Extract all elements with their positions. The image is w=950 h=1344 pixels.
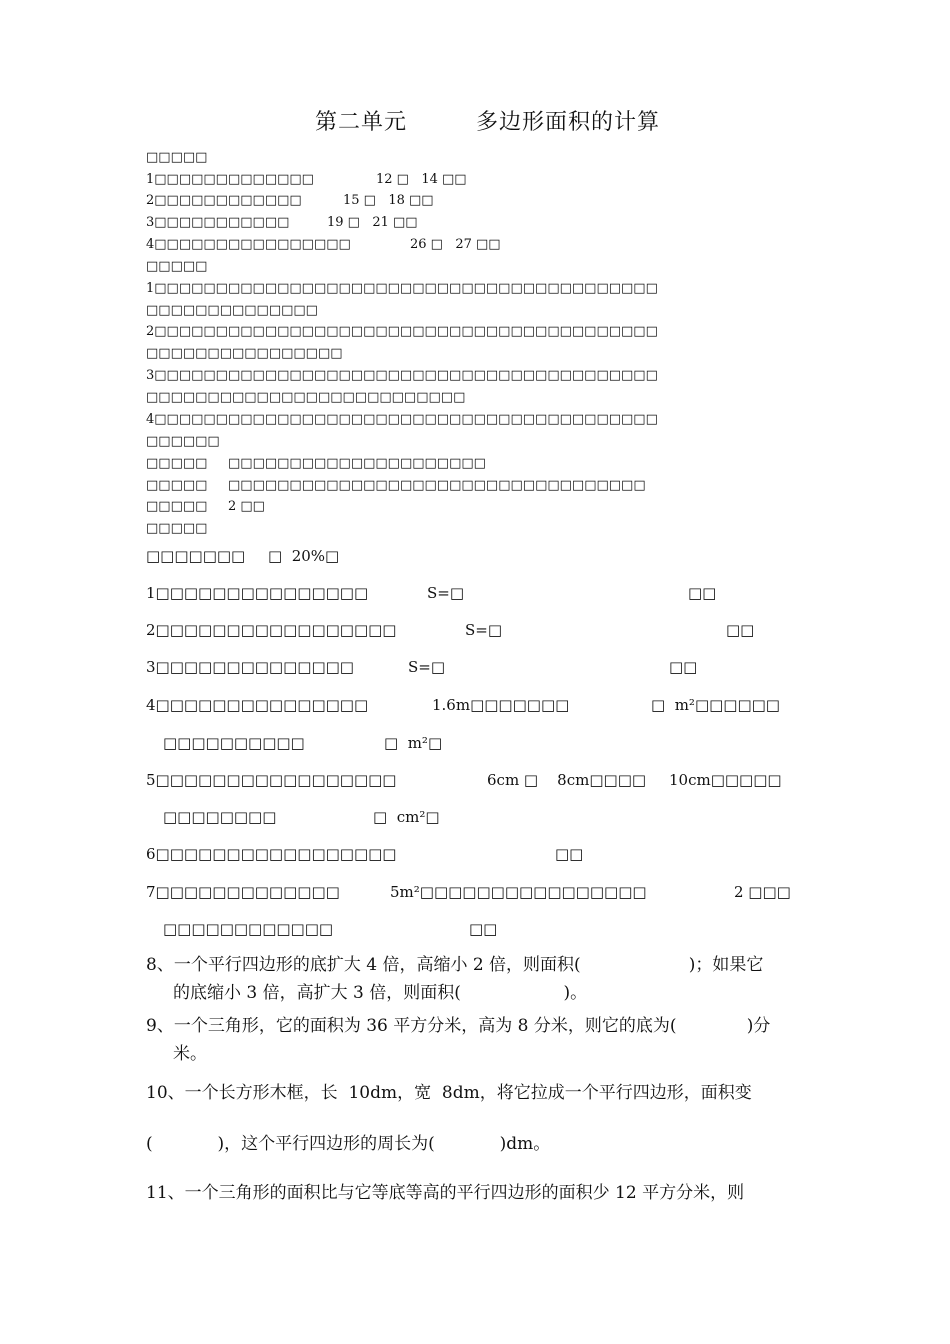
question-5-dims: 6cm □ 8cm□□□□ bbox=[487, 771, 647, 789]
question-4-mid: 1.6m□□□□□□□ bbox=[432, 696, 570, 714]
unit-row-text: 2□□□□□□□□□□□□ bbox=[146, 193, 302, 208]
question-3-formula: S=□ bbox=[408, 658, 446, 676]
question-4-text: 4□□□□□□□□□□□□□□□ bbox=[146, 696, 369, 714]
intro-header-3: □□□□□ bbox=[146, 521, 208, 536]
question-7-end2: □□ bbox=[469, 920, 498, 938]
question-1-formula: S=□ bbox=[427, 584, 465, 602]
goal-line: □□□□□□□□□□□□□□□□ bbox=[146, 346, 343, 361]
question-10-line1: 10、一个长方形木框，长 10dm，宽 8dm，将它拉成一个平行四边形，面积变 bbox=[146, 1083, 752, 1103]
question-3-text: 3□□□□□□□□□□□□□□ bbox=[146, 658, 354, 676]
question-1-end: □□ bbox=[688, 584, 717, 602]
question-7-line2: □□□□□□□□□□□□ bbox=[163, 920, 334, 938]
meta-value: 2 □□ bbox=[228, 499, 265, 514]
question-6-text: 6□□□□□□□□□□□□□□□□□ bbox=[146, 845, 397, 863]
unit-row-pages: 26 □ 27 □□ bbox=[410, 237, 501, 252]
question-9-line1: 9、一个三角形，它的面积为 36 平方分米，高为 8 分米，则它的底为( )分 bbox=[146, 1016, 771, 1036]
question-3-end: □□ bbox=[669, 658, 698, 676]
question-4-unit2: □ m²□ bbox=[384, 734, 443, 752]
unit-row-pages: 19 □ 21 □□ bbox=[327, 215, 418, 230]
question-7-c: 2 □□□ bbox=[734, 883, 791, 901]
goal-line: 2□□□□□□□□□□□□□□□□□□□□□□□□□□□□□□□□□□□□□□□□□ bbox=[146, 324, 658, 339]
question-4-line2: □□□□□□□□□□ bbox=[163, 734, 305, 752]
goal-line: 3□□□□□□□□□□□□□□□□□□□□□□□□□□□□□□□□□□□□□□□□□ bbox=[146, 368, 658, 383]
question-4-unit: □ m²□□□□□□ bbox=[651, 696, 780, 714]
question-7-text: 7□□□□□□□□□□□□□ bbox=[146, 883, 340, 901]
question-7-mid: 5m²□□□□□□□□□□□□□□□□ bbox=[390, 883, 647, 901]
question-1-text: 1□□□□□□□□□□□□□□□ bbox=[146, 584, 369, 602]
meta-label: □□□□□ bbox=[146, 478, 208, 493]
meta-value: □□□□□□□□□□□□□□□□□□□□□□□□□□□□□□□□□□ bbox=[228, 478, 646, 493]
question-5-height: 10cm□□□□□ bbox=[669, 771, 782, 789]
question-11-line1: 11、一个三角形的面积比与它等底等高的平行四边形的面积少 12 平方分米，则 bbox=[146, 1183, 745, 1203]
intro-header-1: □□□□□ bbox=[146, 150, 208, 165]
meta-label: □□□□□ bbox=[146, 499, 208, 514]
section-label: □□□□□□□ bbox=[146, 547, 246, 565]
section-percent: □ 20%□ bbox=[268, 547, 340, 565]
intro-header-2: □□□□□ bbox=[146, 259, 208, 274]
unit-row-text: 3□□□□□□□□□□□ bbox=[146, 215, 290, 230]
unit-row-pages: 12 □ 14 □□ bbox=[376, 172, 467, 187]
goal-line: □□□□□□□□□□□□□□□□□□□□□□□□□□ bbox=[146, 390, 466, 405]
page-title-right: 多边形面积的计算 bbox=[476, 110, 661, 135]
question-10-line2: ( )，这个平行四边形的周长为( )dm。 bbox=[146, 1134, 551, 1154]
goal-line: □□□□□□ bbox=[146, 434, 220, 449]
question-5-unit2: □ cm²□ bbox=[373, 808, 440, 826]
question-5-text: 5□□□□□□□□□□□□□□□□□ bbox=[146, 771, 397, 789]
unit-row-pages: 15 □ 18 □□ bbox=[343, 193, 434, 208]
question-5-line2: □□□□□□□□ bbox=[163, 808, 277, 826]
question-2-end: □□ bbox=[726, 621, 755, 639]
unit-row-text: 1□□□□□□□□□□□□□ bbox=[146, 172, 314, 187]
meta-label: □□□□□ bbox=[146, 456, 208, 471]
question-2-text: 2□□□□□□□□□□□□□□□□□ bbox=[146, 621, 397, 639]
question-9-line2: 米。 bbox=[173, 1044, 207, 1064]
page-title-left: 第二单元 bbox=[315, 110, 408, 135]
meta-value: □□□□□□□□□□□□□□□□□□□□□ bbox=[228, 456, 486, 471]
question-8-line2: 的底缩小 3 倍，高扩大 3 倍，则面积( )。 bbox=[173, 983, 588, 1003]
goal-line: □□□□□□□□□□□□□□ bbox=[146, 303, 318, 318]
unit-row-text: 4□□□□□□□□□□□□□□□□ bbox=[146, 237, 351, 252]
goal-line: 4□□□□□□□□□□□□□□□□□□□□□□□□□□□□□□□□□□□□□□□□□ bbox=[146, 412, 658, 427]
question-6-end: □□ bbox=[555, 845, 584, 863]
question-8-line1: 8、一个平行四边形的底扩大 4 倍，高缩小 2 倍，则面积( )；如果它 bbox=[146, 955, 764, 975]
question-2-formula: S=□ bbox=[465, 621, 503, 639]
goal-line: 1□□□□□□□□□□□□□□□□□□□□□□□□□□□□□□□□□□□□□□□□□ bbox=[146, 281, 658, 296]
